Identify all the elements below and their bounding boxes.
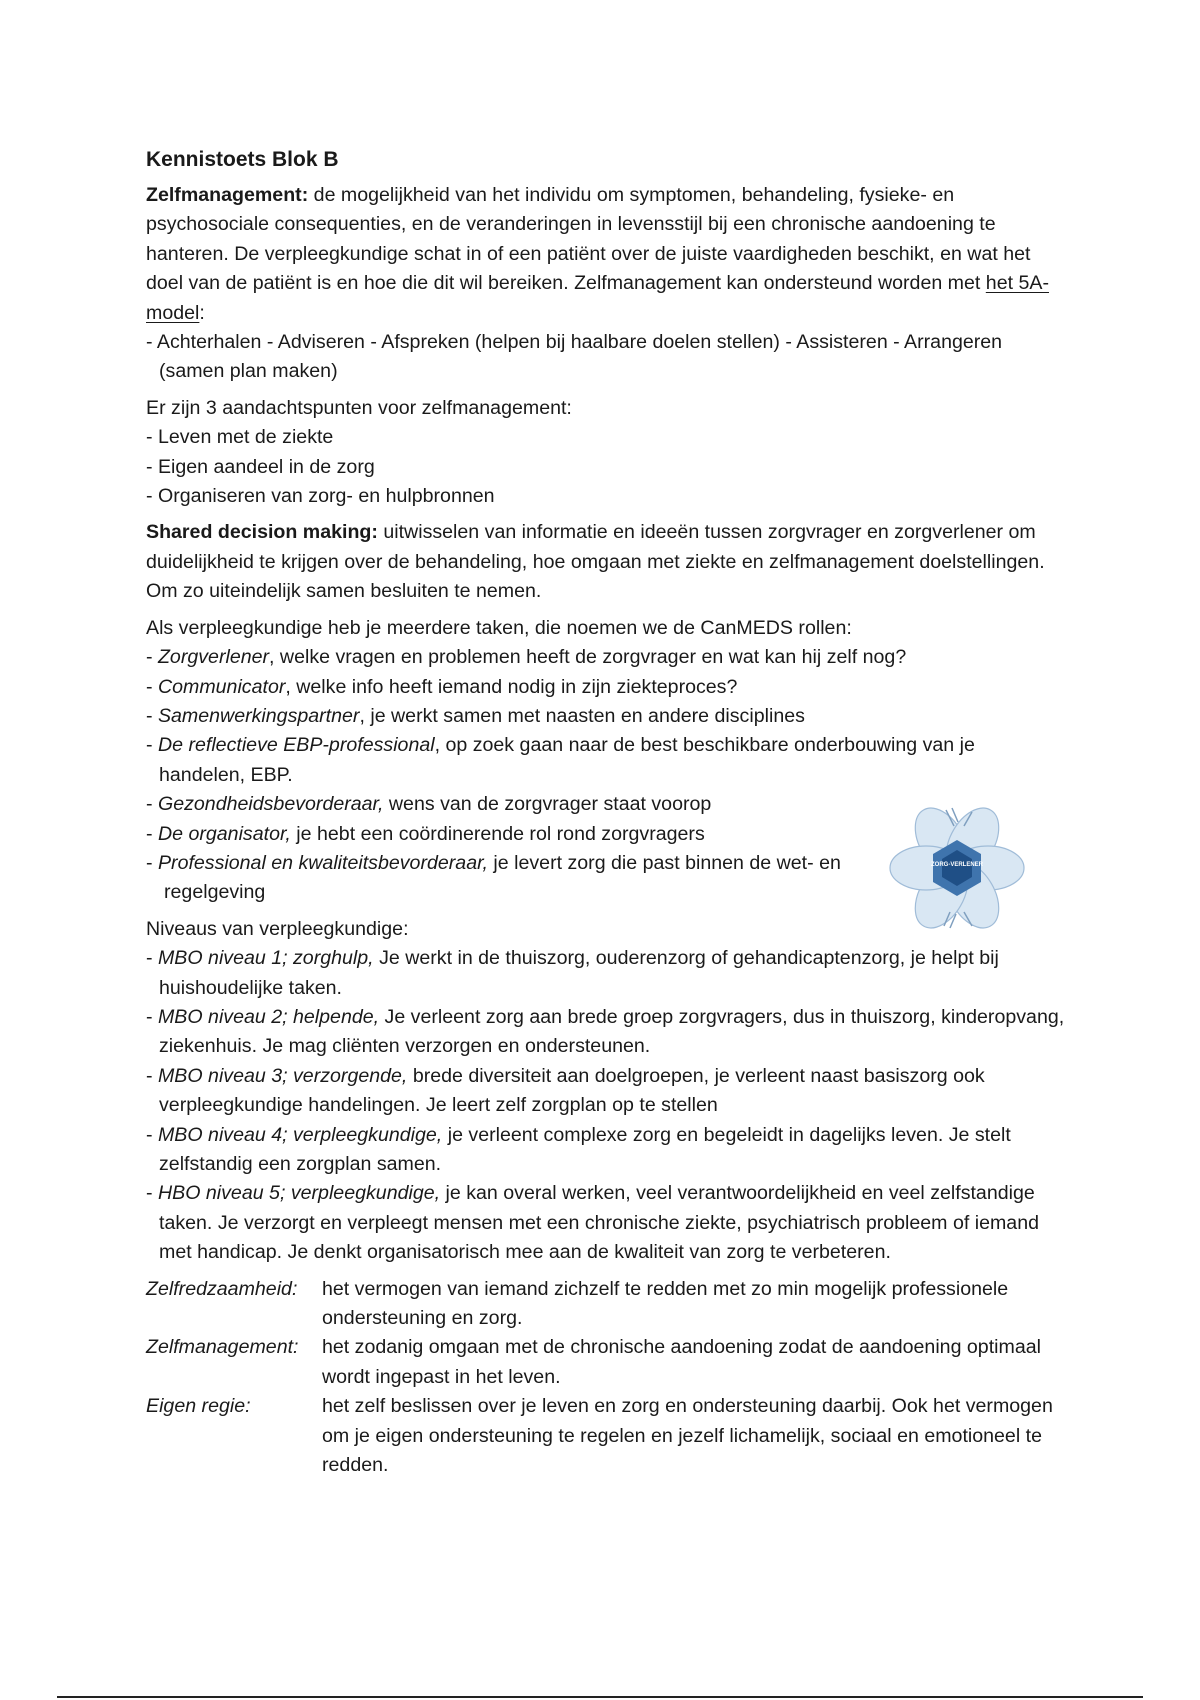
definition-text: het zelf beslissen over je leven en zorg en ondersteuning daarbij. Ook het vermogen om je eigen ondersteuning te regelen en jezelf lichamelijk, sociaal en emotioneel te redden. [322,1395,1053,1477]
definition-text: het zodanig omgaan met de chronische aandoening zodat de aandoening optimaal wordt ingepast in het leven. [322,1336,1041,1388]
footer-rule [57,1696,1143,1698]
list-item: - Gezondheidsbevorderaar, wens van de zorgvrager staat voorop [146,793,712,816]
list-item: - MBO niveau 1; zorghulp, Je werkt in de thuiszorg, ouderenzorg of gehandicaptenzorg, je helpt bij huishoudelijke taken. [146,947,999,999]
zelfmanagement-term: Zelfmanagement: [146,184,309,206]
document-title: Kennistoets Blok B [146,148,339,171]
5a-model-link[interactable]: het 5A-model [146,272,1049,324]
canmeds-intro: Als verpleegkundige heb je meerdere taken, die noemen we de CanMEDS rollen: [146,616,852,639]
5a-model-line: - Achterhalen - Adviseren - Afspreken (helpen bij haalbare doelen stellen) - Assisteren - Arrangeren (samen plan maken) [146,331,1003,383]
sdm-term: Shared decision making: [146,521,378,544]
definition-text: het vermogen van iemand zichzelf te redden met zo min mogelijk professionele ondersteuning en zorg. [322,1277,1009,1330]
definition-term: Eigen regie: [146,1395,251,1418]
zelfmanagement-paragraph: Zelfmanagement: de mogelijkheid van het individu om symptomen, behandeling, fysieke- en psychosociale consequenties, en de veranderingen in levensstijl bij een chronische aandoening te hanteren. De verpleegkundige schat in of een patiënt over de juiste vaardigheden beschikt, en wat het doel van de patiënt is en hoe die dit wil bereiken. Zelfmanagement kan ondersteund worden met het 5A-model: [146,184,1049,324]
list-item: - Eigen aandeel in de zorg [146,455,375,478]
list-item: - Organiseren van zorg- en hulpbronnen [146,485,495,508]
list-item: - MBO niveau 3; verzorgende, brede diversiteit aan doelgroepen, je verleent naast basiszorg ook verpleegkundige handelingen. Je leert zelf zorgplan op te stellen [146,1064,985,1117]
sdm-paragraph: Shared decision making: uitwisselen van informatie en ideeën tussen zorgvrager en zorgverlener om duidelijkheid te krijgen over de behandeling, hoe omgaan met ziekte en zelfmanagement doelstellingen. Om zo uiteindelijk samen besluiten te nemen. [146,521,1045,603]
list-item: - MBO niveau 2; helpende, Je verleent zorg aan brede groep zorgvragers, dus in thuiszorg, kinderopvang, ziekenhuis. Je mag cliënten verzorgen en ondersteunen. [146,1005,1065,1058]
list-item: - MBO niveau 4; verpleegkundige, je verleent complexe zorg en begeleidt in dagelijks leven. Je stelt zelfstandig een zorgplan samen. [146,1123,1011,1175]
list-item: - Communicator, welke info heeft iemand nodig in zijn ziekteproces? [146,675,738,698]
list-item: - Zorgverlener, welke vragen en problemen heeft de zorgvrager en wat kan hij zelf nog? [146,646,907,669]
list-item: - Samenwerkingspartner, je werkt samen met naasten en andere disciplines [146,704,805,727]
diagram-center-label: ZORG-VERLENER [930,862,984,868]
definition-term: Zelfredzaamheid: [146,1277,298,1300]
list-item: - HBO niveau 5; verpleegkundige, je kan overal werken, veel verantwoordelijkheid en veel zelfstandige taken. Je verzorgt en verpleegt mensen met een chronische ziekte, psychiatrisch probleem of iemand met handicap. Je denkt organisatorisch mee aan de kwaliteit van zorg te verbeteren. [146,1182,1039,1264]
list-item: - Professional en kwaliteitsbevorderaar, je levert zorg die past binnen de wet- en regelgeving [146,851,841,904]
definitions-list [146,1275,1066,1481]
list-item: - De reflectieve EBP-professional, op zoek gaan naar de best beschikbare onderbouwing van je handelen, EBP. [146,734,975,786]
list-item: - De organisator, je hebt een coördinerende rol rond zorgvragers [146,822,705,845]
aandachtspunten-intro: Er zijn 3 aandachtspunten voor zelfmanagement: [146,396,572,419]
niveaus-intro: Niveaus van verpleegkundige: [146,917,409,940]
canmeds-flower-diagram [884,800,1030,936]
list-item: - Leven met de ziekte [146,426,334,449]
definition-term: Zelfmanagement: [146,1336,299,1359]
